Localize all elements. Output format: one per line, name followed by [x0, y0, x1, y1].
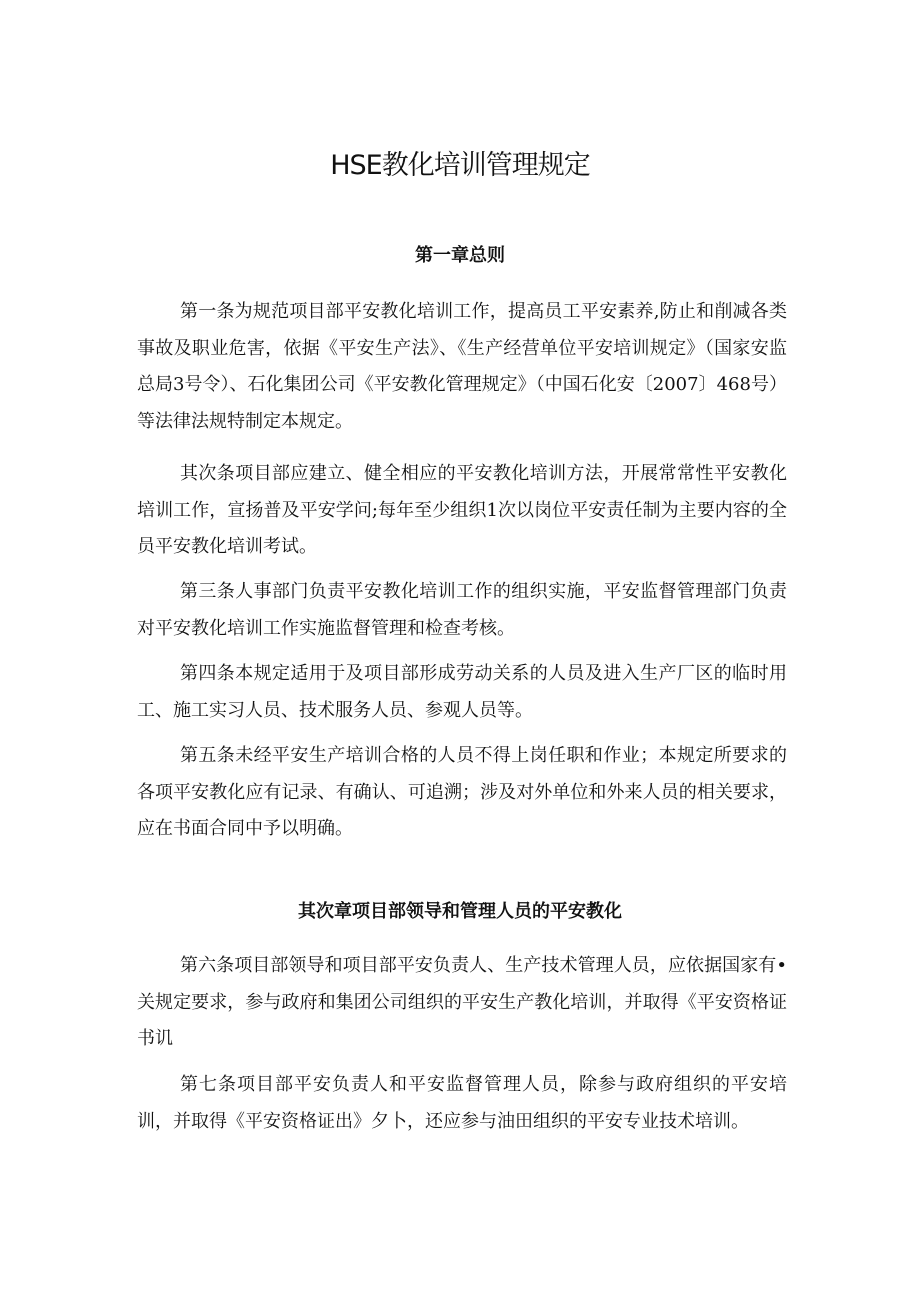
article-2-paragraph: 其次条项目部应建立、健全相应的平安教化培训方法，开展常常性平安教化培训工作，宣扬普及平安学问;每年至少组织1次以岗位平安责任制为主要内容的全员平安教化培训考试。	[137, 463, 787, 557]
article-7-paragraph: 第七条项目部平安负责人和平安监督管理人员，除参与政府组织的平安培训，并取得《平安资格证出》夕卜，还应参与油田组织的平安专业技术培训。	[137, 1074, 787, 1132]
document-title: HSE教化培训管理规定	[330, 150, 590, 181]
chapter-1-heading: 第一章总则	[415, 245, 505, 266]
chapter-2-heading: 其次章项目部领导和管理人员的平安教化	[298, 901, 622, 922]
article-3-paragraph: 第三条人事部门负责平安教化培训工作的组织实施，平安监督管理部门负责对平安教化培训工作实施监督管理和检查考核。	[137, 581, 787, 639]
article-4-paragraph: 第四条本规定适用于及项目部形成劳动关系的人员及进入生产厂区的临时用工、施工实习人员、技术服务人员、参观人员等。	[137, 663, 787, 721]
article-6-paragraph: 第六条项目部领导和项目部平安负责人、生产技术管理人员，应依据国家有•关规定要求，参与政府和集团公司组织的平安生产教化培训，并取得《平安资格证书讥	[137, 955, 787, 1049]
article-1-paragraph: 第一条为规范项目部平安教化培训工作，提高员工平安素养,防止和削减各类事故及职业危害，依据《平安生产法》、《生产经营单位平安培训规定》（国家安监总局3号令）、石化集团公司《平安教化管理规定》（中国石化安〔2007〕468号）等法律法规特制定本规定。	[137, 301, 787, 432]
article-5-paragraph: 第五条未经平安生产培训合格的人员不得上岗任职和作业；本规定所要求的各项平安教化应有记录、有确认、可追溯；涉及对外单位和外来人员的相关要求，应在书面合同中予以明确。	[137, 745, 787, 839]
